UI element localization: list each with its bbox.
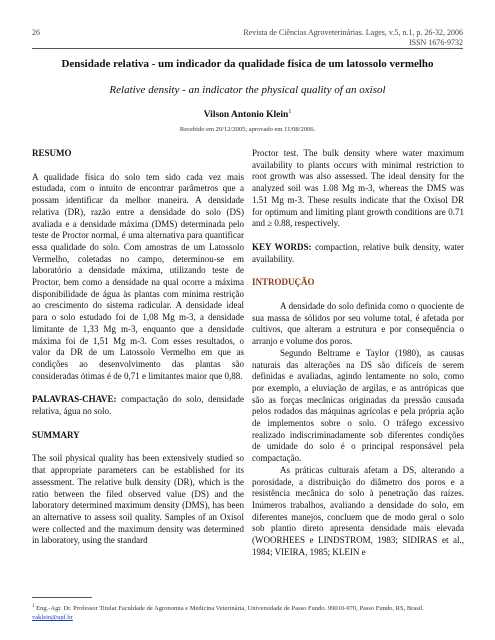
intro-paragraph-3: As práticas culturais afetam a DS, alterando a porosidade, a distribuição do diâmetro dos poros e a resistência mecânica do solo à penetração das raízes. Inúmeros trabalhos, avaliando a densidade do solo, em diferentes manejos, concluem que de modo geral o solo sob plantio direto apresenta densidade mais elevada (WOORHEES e LINDSTROM, 1983; SIDIRAS et al., 1984; VIEIRA, 1985; KLEIN e [252,464,464,557]
summary-text: The soil physical quality has been extensively studied so that appropriate parameters can be established for its assessment. The relative bulk density (DR), which is the ratio between the filed observed value (DS) and the laboratory determined maximum density (DMS), has been an alternative to assess soil quality. Samples of an Oxisol were collected and the maximum density was determined in laboratory, using the standard [32,453,244,546]
summary-heading: SUMMARY [32,429,80,440]
author-email-link[interactable]: vaklein@upf.br [32,614,73,622]
resumo-heading: RESUMO [32,148,72,158]
key-words-text: compaction, relative bulk density, water availability. [252,241,465,264]
page-number: 26 [32,28,40,37]
palavras-chave-text: compactação do solo, densidade relativa, água no solo. [32,394,245,417]
author-footnote-mark[interactable]: 1 [288,109,292,115]
summary-continued: Proctor test. The bulk density where water maximum availability to plants occurs with minimal restriction to root growth was also assessed. The ideal density for the analyzed soil was 1.08 Mg m-3, whereas the DMS was 1.51 Mg m-3. These results indicate that the Oxisol DR for optimum and limiting plant growth conditions are 0.71 and ≥ 0.88, respectively. [252,148,464,229]
left-column [32,148,244,559]
introducao-heading: INTRODUÇÃO [252,277,315,288]
author-line [32,109,463,120]
header-rule [32,48,463,49]
article-title: Densidade relativa - um indicador da qualidade física de um latossolo vermelho [61,58,434,70]
palavras-chave [32,394,244,417]
key-words [252,242,464,265]
palavras-chave-label: PALAVRAS-CHAVE: [32,394,117,405]
author-name: Vilson Antonio Klein [203,110,289,121]
key-words-label: KEY WORDS: [252,241,312,252]
article-subtitle: Relative density - an indicator the physical quality of an oxisol [109,84,386,96]
right-column [252,148,464,559]
footnote [32,602,463,622]
received-dates: Recebido em 20/12/2005; aprovado em 11/08/2006. [179,126,316,133]
footnote-rule [32,597,92,598]
footnote-text: Eng.-Agr. Dr. Professor Titular Faculdade de Agronomia e Medicina Veterinária, Universidade de Passo Fundo. 99010-970, Passo Fundo, RS, Brasil. [36,605,424,613]
journal-citation: Revista de Ciências Agroveterinárias. Lages, v.5, n.1, p. 26-32, 2006 [243,28,463,37]
intro-paragraph-1: A densidade do solo definida como o quociente de sua massa de sólidos por seu volume total, é afetada por cultivos, que alteram a estrutura e por consequência o arranjo e volume dos poros. [252,301,464,347]
issn: ISSN 1676-9732 [408,38,463,47]
intro-paragraph-2: Segundo Beltrame e Taylor (1980), as causas naturais das alterações na DS são difíceis de serem definidas e avaliadas, agindo lentamente no solo, como por exemplo, a eluviação de argilas, e as antrópicas que são as forças mecânicas originadas da pressão causada pelos rodados das máquinas agrícolas e pela própria ação de implementos sobre o solo. O tráfego excessivo realizado indiscriminadamente sob diferentes condições de umidade do solo é o principal responsável pela compactação. [252,347,464,464]
footnote-mark: 1 [32,604,35,609]
resumo-text: A qualidade física do solo tem sido cada vez mais estudada, com o intuito de encontrar parâmetros que a possam identificar da melhor maneira. A densidade relativa (DR), razão entre a densidade do solo (DS) avaliada e a densidade máxima (DMS) determinada pelo teste de Proctor normal, é uma alternativa para quantificar essa qualidade do solo. Com amostras de um Latossolo Vermelho, coletadas no campo, determinou-se em laboratório a densidade máxima, utilizando teste de Proctor, bem como a densidade na qual ocorre a máxima disponibilidade de água às plantas com mínima restrição ao crescimento do sistema radicular. A densidade ideal para o solo estudado foi de 1,08 Mg m-3, a densidade limitante de 1,33 Mg m-3, enquanto que a densidade máxima foi de 1,51 Mg m-3. Com esses resultados, o valor da DR de um Latossolo Vermelho em que as condições ao desenvolvimento das plantas são consideradas ótimas é de 0,71 e limitantes maior que 0,88. [32,171,244,381]
